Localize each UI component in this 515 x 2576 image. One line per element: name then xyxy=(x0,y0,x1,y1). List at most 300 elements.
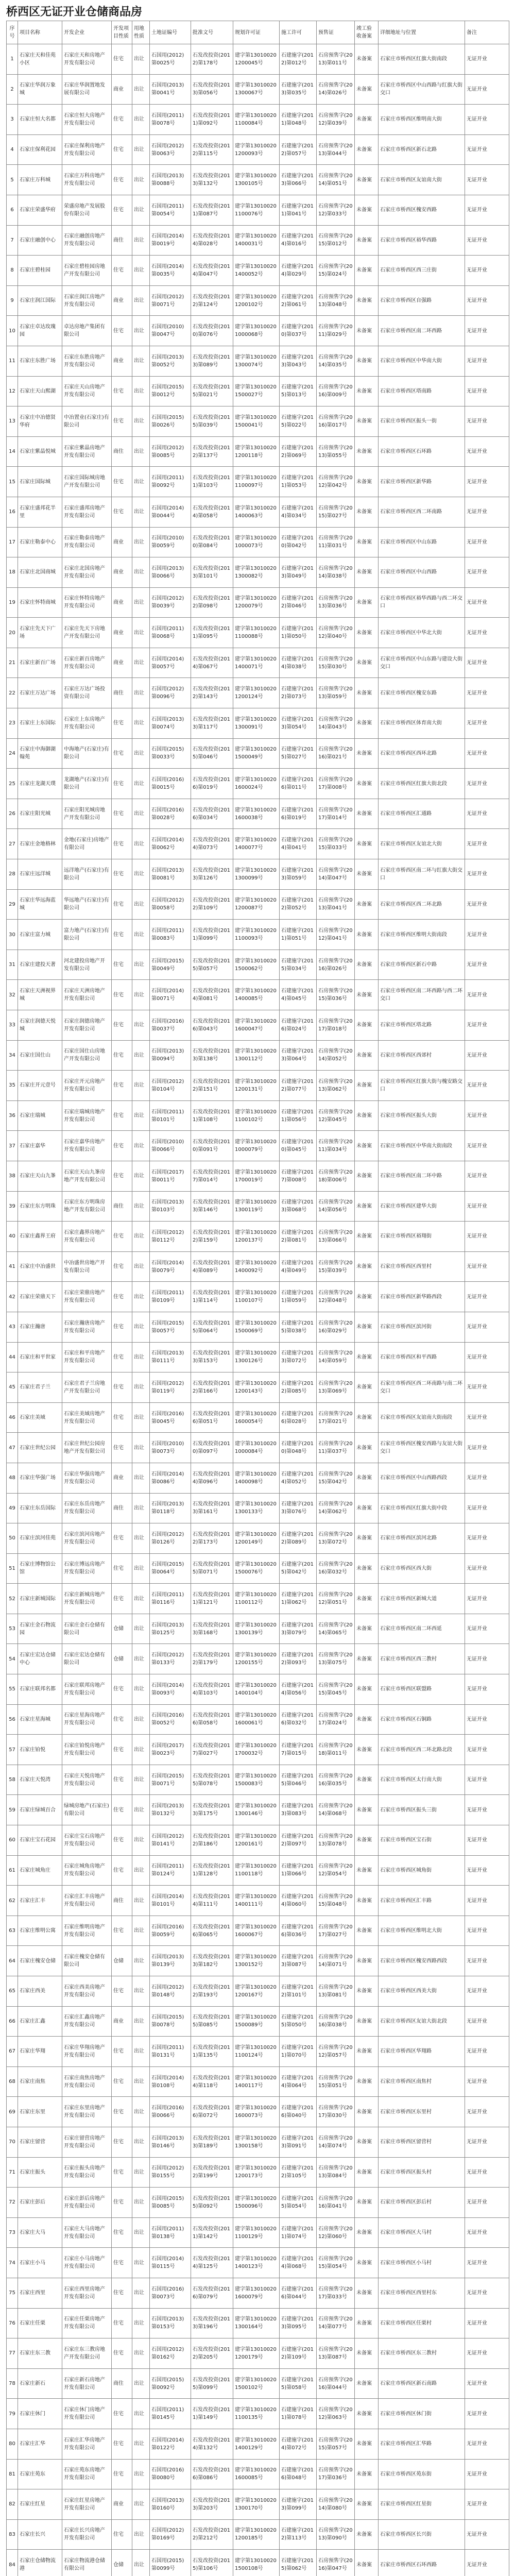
table-cell: 石家庄市桥西区城角街 xyxy=(379,1855,465,1886)
table-cell: 未备案 xyxy=(355,316,379,346)
table-cell: 建字第130100201300152号 xyxy=(233,1946,280,1976)
table-cell: 石房预售字(2013)第041号 xyxy=(317,889,355,920)
table-cell: 未备案 xyxy=(355,2489,379,2520)
table-cell: 石房预售字(2013)第084号 xyxy=(317,2157,355,2188)
table-cell: 建字第130100201200173号 xyxy=(233,2157,280,2188)
table-cell: 石建施字(2011)第066号 xyxy=(280,1855,317,1886)
table-cell: 未备案 xyxy=(355,497,379,527)
table-cell: 出让 xyxy=(132,648,150,678)
table-cell: 石发改投资(2012)第137号 xyxy=(191,436,233,467)
table-cell: 石家庄苑东房地产开发有限公司 xyxy=(62,2459,112,2489)
table-cell: 无证开业 xyxy=(465,1161,509,1191)
table-cell: 石发改投资(2013)第182号 xyxy=(191,1946,233,1976)
table-cell: 石房预售字(2014)第059号 xyxy=(317,1342,355,1372)
table-cell: 石国用(2011)第0068号 xyxy=(150,618,191,648)
table-cell: 石家庄天和佳苑小区 xyxy=(18,44,62,75)
table-cell: 74 xyxy=(7,2248,18,2278)
table-cell: 无证开业 xyxy=(465,44,509,75)
table-cell: 石发改投资(2016)第051号 xyxy=(191,1402,233,1433)
table-cell: 未备案 xyxy=(355,1704,379,1735)
table-cell: 石国用(2013)第0139号 xyxy=(150,1946,191,1976)
table-cell: 出让 xyxy=(132,1795,150,1825)
table-cell: 住宅 xyxy=(112,1040,132,1071)
table-cell: 无证开业 xyxy=(465,1946,509,1976)
table-cell: 石家庄金石仓储有限公司 xyxy=(62,1614,112,1644)
table-cell: 金地(石家庄)房地产有限公司 xyxy=(62,829,112,859)
table-cell: 出让 xyxy=(132,2097,150,2127)
table-cell: 石家庄万达广场投资有限公司 xyxy=(62,678,112,708)
table-cell: 石房预售字(2016)第035号 xyxy=(317,1765,355,1795)
table-row xyxy=(7,527,509,557)
table-cell: 石建施字(2011)第074号 xyxy=(280,2217,317,2248)
table-cell: 石家庄市桥西区振头村 xyxy=(379,2157,465,2188)
table-cell: 石国用(2014)第0086号 xyxy=(150,1463,191,1493)
table-cell: 石房预售字(2016)第026号 xyxy=(317,950,355,980)
table-cell: 石家庄紫晶悦城 xyxy=(18,436,62,467)
table-cell: 出让 xyxy=(132,1100,150,1131)
table-cell: 33 xyxy=(7,1010,18,1041)
table-cell: 无证开业 xyxy=(465,406,509,437)
table-cell: 住宅 xyxy=(112,1342,132,1372)
table-cell: 出让 xyxy=(132,1735,150,1765)
table-cell: 中冶置业(石家庄)有限公司 xyxy=(62,406,112,437)
table-cell: 69 xyxy=(7,2097,18,2127)
table-cell: 石发改投资(2013)第196号 xyxy=(191,2308,233,2338)
header-row xyxy=(7,21,509,44)
table-cell: 石房预售字(2015)第036号 xyxy=(317,980,355,1010)
header-cell: 用地性质 xyxy=(132,21,150,44)
table-cell: 未备案 xyxy=(355,1372,379,1403)
table-cell: 石家庄彭后房地产开发有限公司 xyxy=(62,2188,112,2218)
table-cell: 石国用(2012)第0071号 xyxy=(150,285,191,316)
table-cell: 57 xyxy=(7,1735,18,1765)
table-cell: 82 xyxy=(7,2489,18,2520)
table-cell: 石房预售字(2012)第048号 xyxy=(317,1282,355,1312)
table-cell: 未备案 xyxy=(355,2006,379,2037)
table-row xyxy=(7,74,509,105)
table-cell: 6 xyxy=(7,195,18,225)
table-cell: 未备案 xyxy=(355,950,379,980)
table-cell: 52 xyxy=(7,1584,18,1614)
table-cell: 石家庄市桥西区新华路西段 xyxy=(379,1282,465,1312)
table-cell: 石家庄瀚唐房地产开发有限公司 xyxy=(62,1312,112,1342)
table-cell: 住宅 xyxy=(112,2429,132,2459)
table-cell: 石国用(2014)第0115号 xyxy=(150,2248,191,2278)
table-cell: 石家庄槐安仓储有限公司 xyxy=(62,1946,112,1976)
table-cell: 建字第130100201300133号 xyxy=(233,1493,280,1523)
table-cell: 石家庄远洋城 xyxy=(18,859,62,890)
table-cell: 未备案 xyxy=(355,1312,379,1342)
table-cell: 石国用(2014)第0071号 xyxy=(150,980,191,1010)
table-cell: 石房预售字(2016)第038号 xyxy=(317,2006,355,2037)
table-cell: 石家庄润江国际 xyxy=(18,285,62,316)
table-cell: 建字第130100201300091号 xyxy=(233,708,280,739)
table-cell: 出让 xyxy=(132,1553,150,1584)
table-cell: 石家庄市桥西区联盟路 xyxy=(379,1674,465,1705)
table-cell: 建字第130100201500108号 xyxy=(233,2550,280,2576)
table-cell: 仓储 xyxy=(112,1946,132,1976)
table-cell: 出让 xyxy=(132,285,150,316)
table-cell: 石家庄休门房地产开发有限公司 xyxy=(62,2399,112,2429)
table-cell: 石房预售字(2016)第009号 xyxy=(317,376,355,406)
table-cell: 石家庄市桥西区南二环与红旗大街交口 xyxy=(379,859,465,890)
table-cell: 石发改投资(2017)第014号 xyxy=(191,1161,233,1191)
table-cell: 石家庄新石房地产开发有限公司 xyxy=(62,2368,112,2399)
table-cell: 建字第130100201600024号 xyxy=(233,769,280,799)
table-cell: 住宅 xyxy=(112,2037,132,2067)
table-cell: 石国用(2015)第0085号 xyxy=(150,2188,191,2218)
table-cell: 住宅 xyxy=(112,1222,132,1252)
table-cell: 无证开业 xyxy=(465,105,509,135)
table-cell: 石房预售字(2012)第051号 xyxy=(317,1584,355,1614)
table-cell: 建字第130100201200179号 xyxy=(233,2338,280,2369)
table-cell: 出让 xyxy=(132,1704,150,1735)
table-cell: 石建施字(2013)第054号 xyxy=(280,708,317,739)
table-row xyxy=(7,2489,509,2520)
table-cell: 石国用(2016)第0080号 xyxy=(150,2459,191,2489)
table-cell: 荣盛房地产发展股份有限公司 xyxy=(62,195,112,225)
table-cell: 石发改投资(2012)第212号 xyxy=(191,2519,233,2550)
table-cell: 未备案 xyxy=(355,1071,379,1101)
table-cell: 石建施字(2013)第079号 xyxy=(280,1614,317,1644)
table-cell: 未备案 xyxy=(355,678,379,708)
table-cell: 建字第130100201300105号 xyxy=(233,165,280,195)
table-cell: 建字第130100201200131号 xyxy=(233,1071,280,1101)
table-cell: 石家庄东岳国际 xyxy=(18,1493,62,1523)
table-cell: 石家庄新城国际 xyxy=(18,1584,62,1614)
header-cell: 详细地址与位置 xyxy=(379,21,465,44)
table-cell: 石家庄开元壹号 xyxy=(18,1071,62,1101)
table-cell: 未备案 xyxy=(355,1191,379,1222)
table-row xyxy=(7,2006,509,2037)
table-cell: 石发改投资(2015)第099号 xyxy=(191,2368,233,2399)
table-cell: 15 xyxy=(7,467,18,497)
table-row xyxy=(7,225,509,256)
table-cell: 石建施字(2012)第105号 xyxy=(280,2157,317,2188)
table-cell: 石家庄市桥西区建华大街 xyxy=(379,1191,465,1222)
table-cell: 石发改投资(2011)第121号 xyxy=(191,1584,233,1614)
table-cell: 出让 xyxy=(132,1765,150,1795)
table-cell: 商住 xyxy=(112,1886,132,1916)
table-row xyxy=(7,2399,509,2429)
table-cell: 石家庄联邦房地产开发有限公司 xyxy=(62,1674,112,1705)
table-cell: 石家庄市桥西区长兴街 xyxy=(379,2519,465,2550)
table-cell: 石家庄市桥西区槐安西路西段 xyxy=(379,1946,465,1976)
table-cell: 未备案 xyxy=(355,889,379,920)
table-cell: 未备案 xyxy=(355,467,379,497)
table-cell: 石家庄市桥西区南二环西延 xyxy=(379,1614,465,1644)
table-cell: 石建施字(2013)第049号 xyxy=(280,557,317,588)
table-cell: 石发改投资(2012)第166号 xyxy=(191,1372,233,1403)
table-cell: 石房预售字(2017)第027号 xyxy=(317,1916,355,1946)
table-cell: 石建施字(2015)第038号 xyxy=(280,1312,317,1342)
table-cell: 住宅 xyxy=(112,829,132,859)
table-cell: 石建施字(2012)第012号 xyxy=(280,44,317,75)
table-cell: 建字第130100201500027号 xyxy=(233,376,280,406)
table-cell: 未备案 xyxy=(355,1131,379,1161)
table-cell: 商住 xyxy=(112,1493,132,1523)
table-cell: 出让 xyxy=(132,2188,150,2218)
table-row xyxy=(7,1886,509,1916)
table-cell: 石家庄上东国际 xyxy=(18,708,62,739)
table-row xyxy=(7,346,509,376)
table-cell: 18 xyxy=(7,557,18,588)
table-cell: 石发改投资(2012)第199号 xyxy=(191,2157,233,2188)
table-cell: 石发改投资(2013)第132号 xyxy=(191,165,233,195)
table-cell: 无证开业 xyxy=(465,2308,509,2338)
table-cell: 石家庄上东房地产开发有限公司 xyxy=(62,708,112,739)
table-cell: 石发改投资(2012)第124号 xyxy=(191,285,233,316)
table-cell: 建字第130100201600067号 xyxy=(233,1916,280,1946)
table-cell: 无证开业 xyxy=(465,1071,509,1101)
table-cell: 石家庄小马 xyxy=(18,2248,62,2278)
table-cell: 石建施字(2012)第093号 xyxy=(280,1644,317,1674)
table-cell: 石国用(2016)第0045号 xyxy=(150,1402,191,1433)
table-cell: 石建施字(2015)第027号 xyxy=(280,738,317,769)
table-cell: 34 xyxy=(7,1040,18,1071)
table-cell: 石建施字(2015)第058号 xyxy=(280,2368,317,2399)
table-cell: 石建施字(2013)第076号 xyxy=(280,1493,317,1523)
table-cell: 石家庄市桥西区西环北路 xyxy=(379,738,465,769)
table-cell: 出让 xyxy=(132,1402,150,1433)
table-cell: 石家庄西里 xyxy=(18,2278,62,2308)
table-cell: 出让 xyxy=(132,2399,150,2429)
table-cell: 石国用(2016)第0073号 xyxy=(150,2278,191,2308)
table-row xyxy=(7,889,509,920)
table-cell: 建字第130100201300067号 xyxy=(233,74,280,105)
table-cell: 石房预售字(2012)第040号 xyxy=(317,618,355,648)
table-cell: 住宅 xyxy=(112,316,132,346)
table-cell: 36 xyxy=(7,1100,18,1131)
table-cell: 石发改投资(2014)第081号 xyxy=(191,980,233,1010)
table-cell: 石国用(2013)第0081号 xyxy=(150,859,191,890)
table-cell: 石发改投资(2011)第108号 xyxy=(191,1100,233,1131)
table-cell: 无证开业 xyxy=(465,1222,509,1252)
header-cell: 项目名称 xyxy=(18,21,62,44)
table-cell: 石家庄市桥西区西大街 xyxy=(379,1553,465,1584)
table-cell: 未备案 xyxy=(355,618,379,648)
table-cell: 出让 xyxy=(132,859,150,890)
table-cell: 石家庄东三教房地产开发有限公司 xyxy=(62,2338,112,2369)
table-cell: 石建施字(2012)第061号 xyxy=(280,285,317,316)
table-cell: 石家庄保利房地产开发有限公司 xyxy=(62,134,112,165)
table-cell: 石家庄金地格林 xyxy=(18,829,62,859)
table-cell: 石发改投资(2011)第142号 xyxy=(191,2217,233,2248)
table-cell: 石家庄西美 xyxy=(18,1976,62,2007)
table-cell: 商业 xyxy=(112,346,132,376)
table-cell: 出让 xyxy=(132,1916,150,1946)
table-cell: 65 xyxy=(7,1976,18,2007)
table-cell: 石建施字(2014)第041号 xyxy=(280,829,317,859)
table-row xyxy=(7,1342,509,1372)
table-cell: 建字第130100201300074号 xyxy=(233,346,280,376)
table-cell: 64 xyxy=(7,1946,18,1976)
table-row xyxy=(7,1765,509,1795)
header-cell: 竣工验收备案 xyxy=(355,21,379,44)
table-cell: 石房预售字(2014)第071号 xyxy=(317,1946,355,1976)
table-cell: 石房预售字(2014)第065号 xyxy=(317,1614,355,1644)
table-cell: 石家庄市桥西区槐安西路 xyxy=(379,195,465,225)
table-cell: 石建施字(2012)第081号 xyxy=(280,1222,317,1252)
table-cell: 石发改投资(2014)第132号 xyxy=(191,2429,233,2459)
table-cell: 石建施字(2012)第101号 xyxy=(280,1976,317,2007)
table-cell: 商业 xyxy=(112,557,132,588)
table-cell: 石家庄和平世家 xyxy=(18,1342,62,1372)
header-cell: 开发企业 xyxy=(62,21,112,44)
table-row xyxy=(7,738,509,769)
table-cell: 石家庄中海御湖翰苑 xyxy=(18,738,62,769)
table-cell: 石房预售字(2018)第006号 xyxy=(317,1161,355,1191)
table-cell: 建字第130100201100088号 xyxy=(233,618,280,648)
table-cell: 石国用(2013)第0160号 xyxy=(150,2489,191,2520)
table-cell: 石发改投资(2015)第078号 xyxy=(191,1765,233,1795)
table-cell: 石房预售字(2013)第078号 xyxy=(317,1825,355,1856)
table-cell: 石国用(2011)第0083号 xyxy=(150,920,191,950)
table-body xyxy=(7,44,509,2576)
table-cell: 石家庄鑫界王府 xyxy=(18,1222,62,1252)
table-cell: 石国用(2014)第0044号 xyxy=(150,497,191,527)
table-cell: 石家庄嘉华房地产开发有限公司 xyxy=(62,1131,112,1161)
table-cell: 石国用(2014)第0035号 xyxy=(150,256,191,286)
table-cell: 石发改投资(2012)第178号 xyxy=(191,44,233,75)
header-cell: 备注 xyxy=(465,21,509,44)
table-cell: 石国用(2010)第0066号 xyxy=(150,1131,191,1161)
table-cell: 住宅 xyxy=(112,920,132,950)
table-cell: 商业 xyxy=(112,285,132,316)
table-cell: 建字第130100201500041号 xyxy=(233,406,280,437)
table-cell: 石建施字(2012)第085号 xyxy=(280,1372,317,1403)
table-row xyxy=(7,920,509,950)
table-cell: 石家庄长兴房地产开发有限公司 xyxy=(62,2519,112,2550)
table-row xyxy=(7,1825,509,1856)
table-row xyxy=(7,195,509,225)
table-cell: 建字第130100201600085号 xyxy=(233,2459,280,2489)
table-cell: 石家庄世纪公园 xyxy=(18,1433,62,1463)
table-cell: 未备案 xyxy=(355,406,379,437)
table-cell: 未备案 xyxy=(355,2066,379,2097)
table-cell: 70 xyxy=(7,2127,18,2157)
table-cell: 石家庄盛邦花半里 xyxy=(18,497,62,527)
table-cell: 石建施字(2013)第068号 xyxy=(280,1191,317,1222)
table-row xyxy=(7,44,509,75)
table-cell: 出让 xyxy=(132,256,150,286)
table-cell: 石家庄市桥西区华翔路 xyxy=(379,2037,465,2067)
table-cell: 建字第130100201100093号 xyxy=(233,920,280,950)
table-cell: 石房预售字(2013)第090号 xyxy=(317,2519,355,2550)
table-cell: 未备案 xyxy=(355,2157,379,2188)
table-cell: 16 xyxy=(7,497,18,527)
table-cell: 石发改投资(2011)第092号 xyxy=(191,105,233,135)
table-cell: 石房预售字(2016)第029号 xyxy=(317,1312,355,1342)
table-cell: 石家庄市桥西区汇华路 xyxy=(379,2429,465,2459)
table-cell: 石国用(2015)第0026号 xyxy=(150,406,191,437)
header-cell: 开发项目性质 xyxy=(112,21,132,44)
table-cell: 石发改投资(2013)第138号 xyxy=(191,1040,233,1071)
table-cell: 石房预售字(2016)第041号 xyxy=(317,2188,355,2218)
table-cell: 未备案 xyxy=(355,1946,379,1976)
table-cell: 石国用(2012)第0104号 xyxy=(150,1071,191,1101)
table-cell: 石家庄市桥西区西三庄街 xyxy=(379,256,465,286)
table-cell: 建字第130100201400071号 xyxy=(233,648,280,678)
table-row xyxy=(7,1191,509,1222)
table-cell: 石发改投资(2012)第143号 xyxy=(191,678,233,708)
table-cell: 石发改投资(2011)第149号 xyxy=(191,2399,233,2429)
table-cell: 石家庄市桥西区彭后村 xyxy=(379,2188,465,2218)
table-cell: 未备案 xyxy=(355,376,379,406)
table-cell: 石家庄市桥西区裕华西路与西二环交口 xyxy=(379,587,465,618)
table-cell: 37 xyxy=(7,1131,18,1161)
table-cell: 未备案 xyxy=(355,1040,379,1071)
table-cell: 石家庄市桥西区南焦村 xyxy=(379,2066,465,2097)
table-cell: 石发改投资(2014)第125号 xyxy=(191,2248,233,2278)
table-cell: 石家庄仓储物流港 xyxy=(18,2550,62,2576)
table-cell: 石家庄城角庄 xyxy=(18,1855,62,1886)
table-cell: 石房预售字(2014)第035号 xyxy=(317,346,355,376)
table-row xyxy=(7,1433,509,1463)
table-cell: 石发改投资(2011)第099号 xyxy=(191,920,233,950)
table-cell: 石家庄市桥西区槐安西路与友谊大街交口 xyxy=(379,1433,465,1463)
table-cell: 住宅 xyxy=(112,105,132,135)
table-cell: 石家庄万科房地产开发有限公司 xyxy=(62,165,112,195)
table-cell: 无证开业 xyxy=(465,2399,509,2429)
table-cell: 出让 xyxy=(132,1312,150,1342)
table-cell: 石发改投资(2015)第092号 xyxy=(191,2188,233,2218)
table-cell: 石家庄市桥西区友谊大街北段 xyxy=(379,2006,465,2037)
table-cell: 石建施字(2013)第035号 xyxy=(280,74,317,105)
table-cell: 建字第130100201200149号 xyxy=(233,1523,280,1554)
table-cell: 石家庄市桥西区留营村 xyxy=(379,2127,465,2157)
table-cell: 无证开业 xyxy=(465,1735,509,1765)
table-cell: 无证开业 xyxy=(465,2278,509,2308)
table-cell: 石国用(2013)第0052号 xyxy=(150,346,191,376)
table-cell: 无证开业 xyxy=(465,497,509,527)
table-cell: 19 xyxy=(7,587,18,618)
table-cell: 未备案 xyxy=(355,1402,379,1433)
table-cell: 石家庄市桥西区中华南大街 xyxy=(379,346,465,376)
table-cell: 石国用(2013)第0125号 xyxy=(150,1614,191,1644)
table-cell: 无证开业 xyxy=(465,829,509,859)
table-cell: 石家庄天山房地产开发有限公司 xyxy=(62,376,112,406)
table-row xyxy=(7,1251,509,1282)
table-cell: 石家庄留营 xyxy=(18,2127,62,2157)
table-cell: 石发改投资(2013)第146号 xyxy=(191,1191,233,1222)
table-cell: 10 xyxy=(7,316,18,346)
table-cell: 石发改投资(2010)第084号 xyxy=(191,527,233,557)
table-cell: 石房预售字(2015)第039号 xyxy=(317,1251,355,1282)
table-cell: 石家庄红星房地产开发有限公司 xyxy=(62,2489,112,2520)
table-cell: 25 xyxy=(7,769,18,799)
table-cell: 石房预售字(2017)第008号 xyxy=(317,769,355,799)
table-cell: 石建施字(2016)第040号 xyxy=(280,2097,317,2127)
table-cell: 80 xyxy=(7,2429,18,2459)
table-cell: 出让 xyxy=(132,799,150,829)
table-cell: 石发改投资(2015)第039号 xyxy=(191,406,233,437)
table-cell: 石家庄荣鼎房地产开发有限公司 xyxy=(62,1282,112,1312)
table-cell: 石发改投资(2012)第186号 xyxy=(191,1825,233,1856)
table-cell: 石家庄天洲视界城 xyxy=(18,980,62,1010)
table-cell: 未备案 xyxy=(355,2308,379,2338)
table-cell: 龙湖地产(石家庄)有限公司 xyxy=(62,769,112,799)
table-cell: 建字第130100201100135号 xyxy=(233,2399,280,2429)
table-cell: 石家庄东方明珠房地产开发有限公司 xyxy=(62,1191,112,1222)
table-cell: 石国用(2017)第0023号 xyxy=(150,1735,191,1765)
table-cell: 石发改投资(2016)第065号 xyxy=(191,1916,233,1946)
table-cell: 石房预售字(2011)第031号 xyxy=(317,527,355,557)
table-cell: 石国用(2012)第0155号 xyxy=(150,2157,191,2188)
table-cell: 出让 xyxy=(132,44,150,75)
table-cell: 石房预售字(2015)第042号 xyxy=(317,1463,355,1493)
table-cell: 59 xyxy=(7,1795,18,1825)
